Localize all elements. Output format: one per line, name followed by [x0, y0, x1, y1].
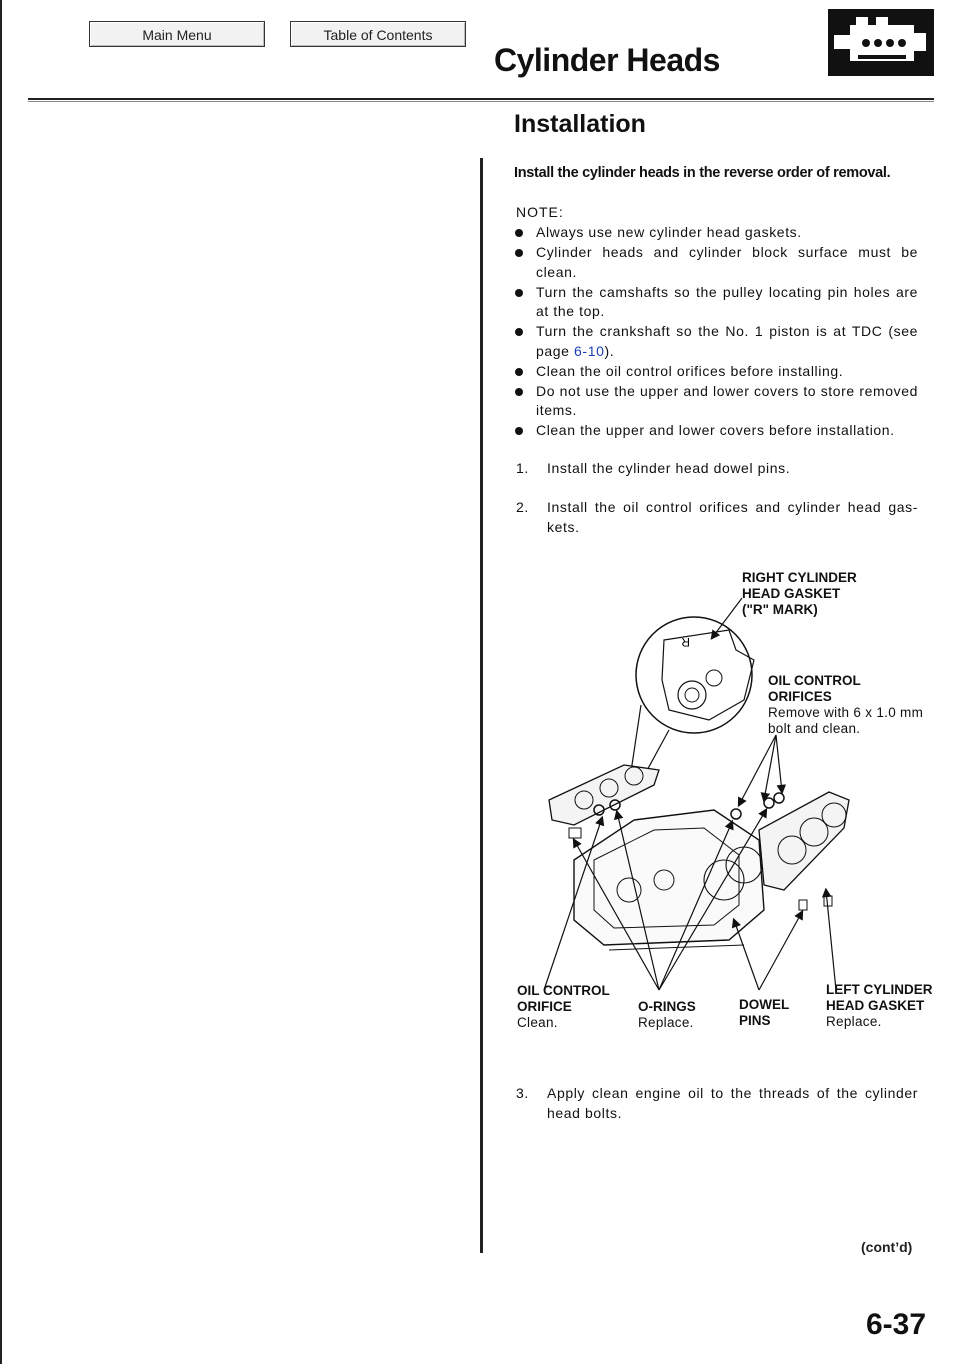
note-text: Turn the crankshaft so the No. 1 piston is at TDC (see page: [536, 323, 918, 359]
main-menu-button[interactable]: Main Menu: [89, 21, 265, 47]
section-title: Installation: [514, 110, 646, 138]
header-rule-thin: [28, 101, 934, 102]
step-1: [514, 458, 918, 478]
page-border: [0, 0, 2, 1364]
engine-block-illustration: [514, 560, 934, 1040]
step-text: Install the cylinder head dowel pins.: [547, 460, 791, 476]
label-note: Clean.: [517, 1015, 558, 1030]
page-number: 6-37: [866, 1308, 927, 1341]
label-line: O-RINGS: [638, 999, 696, 1014]
label-line: LEFT CYLINDER: [826, 982, 933, 997]
note-item: Do not use the upper and lower covers to store removed items.: [514, 382, 918, 421]
label-note: Replace.: [638, 1015, 694, 1030]
step-3: [514, 1083, 918, 1123]
step-2: [514, 497, 918, 537]
note-label: NOTE:: [516, 204, 564, 220]
label-oil-control-orifice: [517, 983, 610, 1031]
page-title: Cylinder Heads: [494, 42, 720, 78]
label-line: ORIFICE: [517, 999, 572, 1014]
note-item: Clean the upper and lower covers before installation.: [514, 421, 918, 441]
step-text: Apply clean engine oil to the threads of the cylinder head bolts.: [547, 1085, 918, 1121]
label-note: Remove with 6 x 1.0 mm: [768, 705, 924, 720]
label-line: OIL CONTROL: [517, 983, 610, 998]
lead-instruction: Install the cylinder heads in the reverse order of removal.: [514, 165, 891, 181]
label-dowel-pins: [739, 997, 789, 1029]
note-item: Always use new cylinder head gaskets.: [514, 223, 918, 243]
label-line: HEAD GASKET: [826, 998, 925, 1013]
notes-list: [514, 223, 918, 441]
step-number: 3.: [516, 1085, 529, 1101]
note-item: Clean the oil control orifices before installing.: [514, 362, 918, 382]
label-line: ("R" MARK): [742, 602, 818, 617]
cylinder-head-diagram: [514, 560, 934, 1040]
step-number: 1.: [516, 460, 529, 476]
label-line: OIL CONTROL: [768, 673, 861, 688]
label-o-rings: [638, 999, 696, 1031]
label-right-cylinder-head-gasket: [742, 570, 857, 618]
engine-icon: [828, 9, 934, 76]
note-item: Cylinder heads and cylinder block surface must be clean.: [514, 243, 918, 282]
header-rule: [28, 98, 934, 100]
label-oil-control-orifices: [768, 673, 923, 737]
label-line: HEAD GASKET: [742, 586, 841, 601]
label-line: ORIFICES: [768, 689, 832, 704]
note-item: Turn the camshafts so the pulley locating pin holes are at the top.: [514, 283, 918, 322]
label-line: RIGHT CYLINDER: [742, 570, 857, 585]
note-item: [514, 322, 918, 361]
step-number: 2.: [516, 499, 529, 515]
label-line: PINS: [739, 1013, 771, 1028]
page-6-10-link[interactable]: 6-10: [574, 342, 605, 359]
column-divider: [480, 158, 483, 1253]
label-left-cylinder-head-gasket: [826, 982, 933, 1030]
note-suffix: ).: [604, 342, 615, 359]
table-of-contents-button[interactable]: Table of Contents: [290, 21, 466, 47]
continued-label: (cont’d): [861, 1239, 913, 1255]
step-text: Install the oil control orifices and cylinder head gas-kets.: [547, 499, 918, 535]
label-line: DOWEL: [739, 997, 790, 1012]
svg-text:R: R: [681, 635, 690, 649]
label-note: bolt and clean.: [768, 721, 861, 736]
label-note: Replace.: [826, 1014, 882, 1029]
